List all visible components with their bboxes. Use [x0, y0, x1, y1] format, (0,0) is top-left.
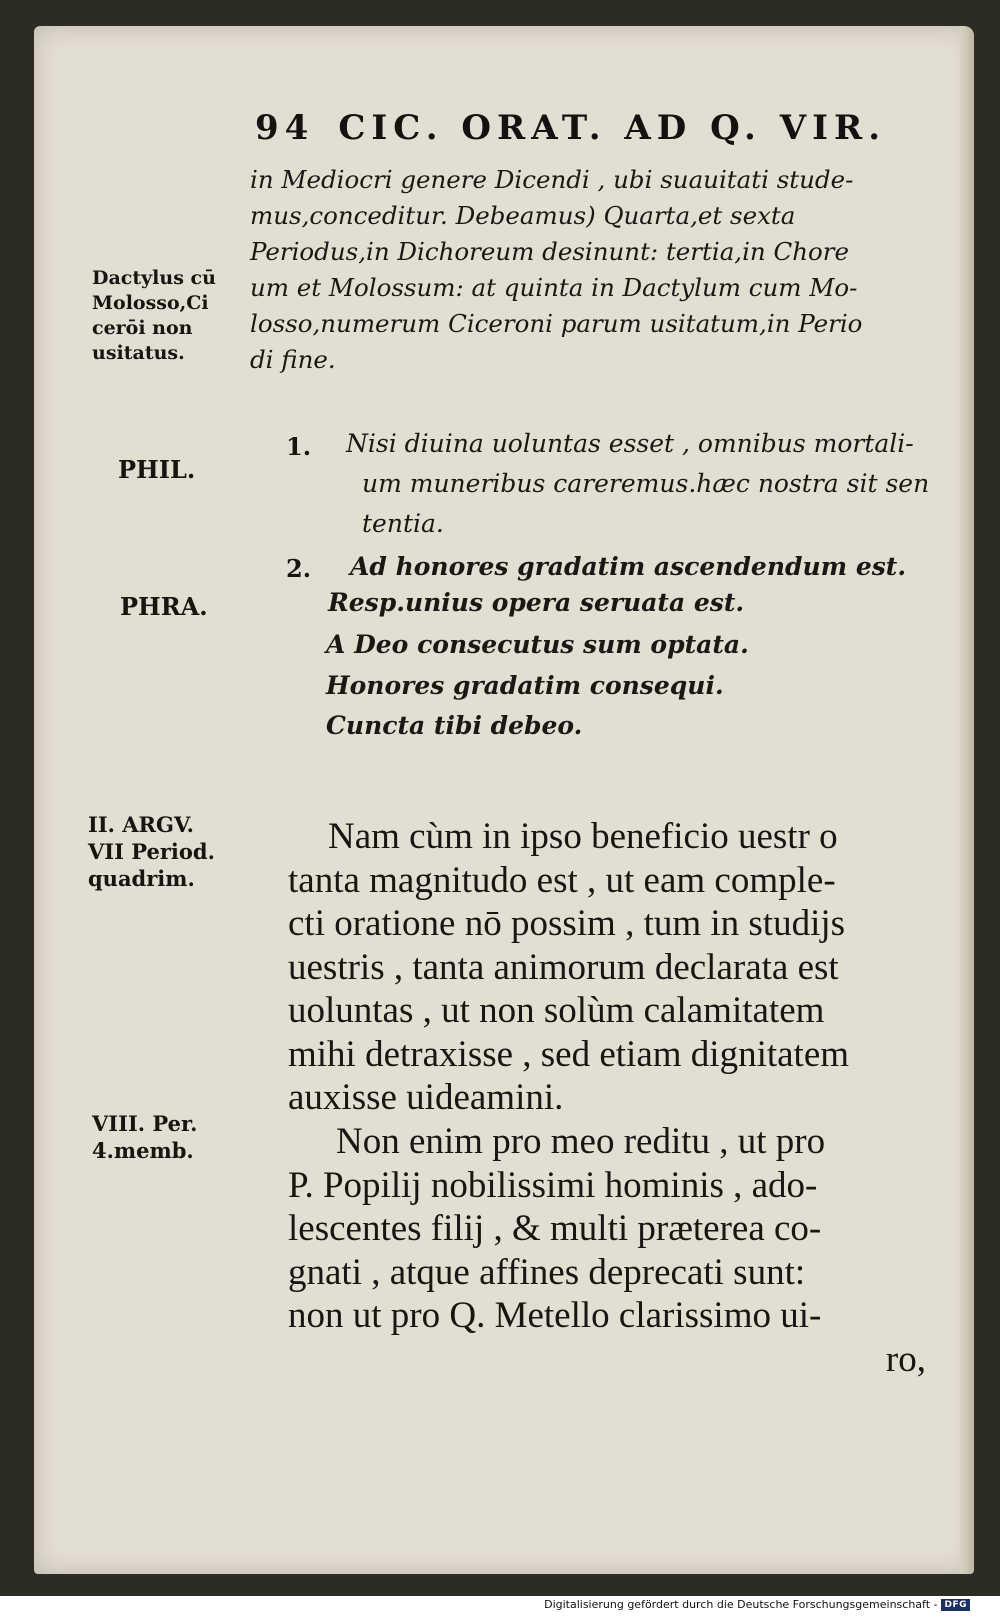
- margin-note-line: cerōi non: [92, 317, 193, 339]
- intro-note-line: di fine.: [250, 345, 336, 374]
- phil-example-line: um muneribus careremus.hæc nostra sit sen: [362, 469, 930, 498]
- paragraph-line: ro,: [885, 1338, 926, 1380]
- intro-note-line: mus,conceditur. Debeamus) Quarta,et sexta: [250, 201, 796, 230]
- paragraph-line: cti oratione nō possim , tum in studijs: [288, 903, 846, 944]
- phrase-item: Cuncta tibi debeo.: [326, 711, 583, 740]
- phrase-item: Resp.unius opera seruata est.: [328, 588, 745, 617]
- phrase-item: Honores gradatim consequi.: [326, 671, 724, 700]
- paragraph-1: [288, 815, 849, 1120]
- paragraph-line: P. Popilij nobilissimi hominis , ado-: [288, 1164, 818, 1206]
- intro-note-line: Periodus,in Dichoreum desinunt: tertia,in Chore: [250, 237, 849, 266]
- intro-note: [250, 162, 950, 378]
- example-number: 1.: [286, 432, 312, 461]
- paragraph-line: uoluntas , ut non solùm calamitatem: [288, 990, 825, 1031]
- paragraph-line: Nam cùm in ipso beneficio uestr o: [328, 816, 838, 857]
- phil-example-1: [346, 424, 929, 544]
- dfg-logo: DFG: [941, 1599, 970, 1611]
- paragraph-line: lescentes filij , & multi præterea co-: [288, 1208, 822, 1249]
- argument-label-line: VII Period.: [88, 839, 215, 864]
- margin-note-dactylus: [92, 266, 216, 366]
- argument-label: [88, 811, 215, 892]
- paragraph-line: uestris , tanta animorum declarata est: [288, 946, 839, 988]
- period-label-line: 4.memb.: [92, 1138, 194, 1163]
- margin-note-line: usitatus.: [92, 342, 185, 364]
- running-title: CIC. ORAT. AD Q. VIR.: [338, 108, 887, 148]
- margin-note-line: Molosso,Ci: [92, 292, 209, 314]
- phra-label: PHRA.: [120, 592, 208, 621]
- phil-example-line: Ad honores gradatim ascendendum est.: [350, 552, 907, 581]
- running-header: [255, 108, 886, 148]
- credit-text: Digitalisierung gefördert durch die Deutsche Forschungsgemeinschaft -: [544, 1598, 938, 1611]
- paragraph-line: tanta magnitudo est , ut eam comple-: [288, 859, 836, 901]
- phil-label: PHIL.: [118, 455, 196, 484]
- period-label: [92, 1110, 197, 1164]
- phrase-item: A Deo consecutus sum optata.: [326, 630, 749, 659]
- phil-example-line: Nisi diuina uoluntas esset , omnibus mortali-: [346, 429, 914, 458]
- margin-note-line: Dactylus cū: [92, 267, 216, 289]
- paragraph-line: mihi detraxisse , sed etiam dignitatem: [288, 1033, 850, 1075]
- argument-label-line: II. ARGV.: [88, 812, 194, 837]
- argument-label-line: quadrim.: [88, 866, 195, 891]
- period-label-line: VIII. Per.: [92, 1111, 198, 1136]
- paragraph-2: [288, 1120, 926, 1381]
- paragraph-line: Non enim pro meo reditu , ut pro: [336, 1121, 826, 1162]
- phil-example-line: tentia.: [362, 509, 444, 538]
- paragraph-line: gnati , atque affines deprecati sunt:: [288, 1251, 806, 1293]
- phil-example-2: [350, 547, 906, 587]
- intro-note-line: um et Molossum: at quinta in Dactylum cum Mo-: [250, 273, 858, 302]
- digitization-credit: [544, 1598, 970, 1611]
- paragraph-line: non ut pro Q. Metello clarissimo ui-: [288, 1295, 822, 1336]
- example-number: 2.: [286, 554, 312, 583]
- paragraph-line: auxisse uideamini.: [288, 1077, 564, 1118]
- page-edge: [960, 26, 974, 1574]
- intro-note-line: losso,numerum Ciceroni parum usitatum,in Perio: [250, 309, 863, 338]
- intro-note-line: in Mediocri genere Dicendi , ubi suauitati stude-: [250, 165, 854, 194]
- page-number: 94: [255, 108, 315, 148]
